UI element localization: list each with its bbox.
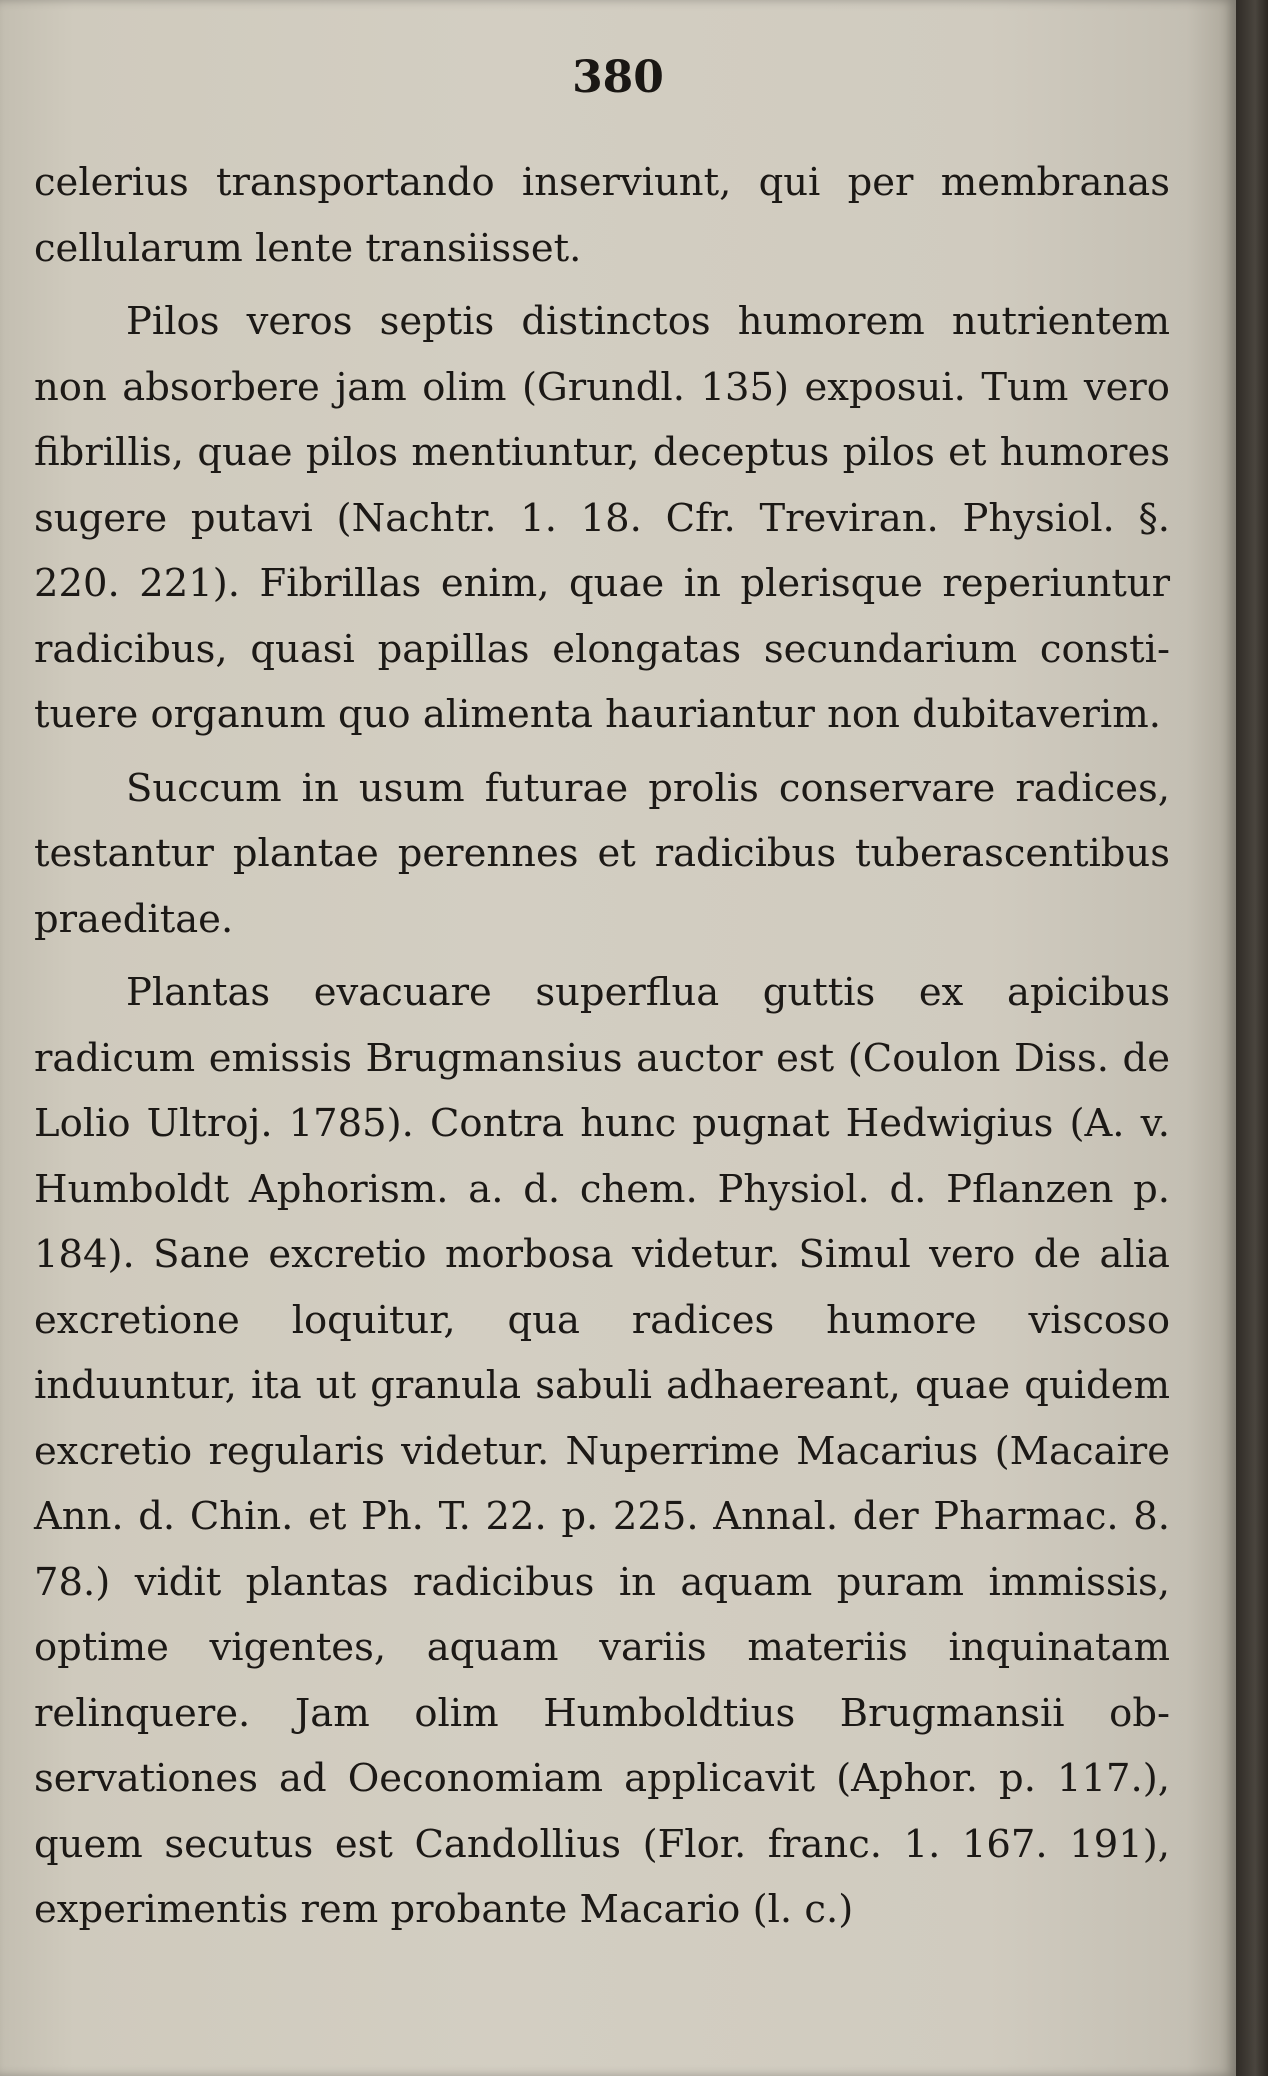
- page-number: 380: [572, 52, 664, 103]
- paragraph-1: celerius transportando inserviunt, qui per membranas cellularum lente transiisset.: [34, 160, 1170, 271]
- paragraph-4: Plantas evacuare superflua guttis ex apicibus radicum emissis Brugmansius auctor est (Coulon Diss. de Lolio Ultroj. 1785). Contra hunc pugnat Hedwigius (A. v. Humboldt Aphorism. a. d. chem. Physiol. d. Pflanzen p. 184). Sane excretio morbosa videtur. Simul vero de alia excretione loquitur, qua radices humore viscoso induuntur, ita ut granula sabuli adhaereant, quae quidem excretio regularis videtur. Nuperrime Macarius (Macaire Ann. d. Chin. et Ph. T. 22. p. 225. Annal. der Pharmac. 8. 78.) vidit plantas radicibus in aquam puram immissis, optime vigentes, aquam variis materiis inquinatam relinquere. Jam olim Humboldtius Brugmansii observationes ad Oeconomiam applicavit (Aphor. p. 117.), quem secutus est Candollius (Flor. franc. 1. 167. 191), experimentis rem probante Macario (l. c.): [34, 970, 1170, 1932]
- book-page-edge: [1236, 0, 1268, 2076]
- paragraph-2: Pilos veros septis distinctos humorem nutrientem non absorbere jam olim (Grundl. 135) exposui. Tum vero fibrillis, quae pilos mentiuntur, deceptus pilos et humores sugere putavi (Nachtr. 1. 18. Cfr. Treviran. Physiol. §. 220. 221). Fibrillas enim, quae in plerisque reperiuntur radicibus, quasi papillas elongatas secundarium constituere organum quo alimenta hauriantur non dubitaverim.: [34, 299, 1170, 737]
- page-body: [34, 150, 1170, 1951]
- paragraph-3: Succum in usum futurae prolis conservare radices, testantur plantae perennes et radicibus tuberascentibus praeditae.: [34, 765, 1170, 942]
